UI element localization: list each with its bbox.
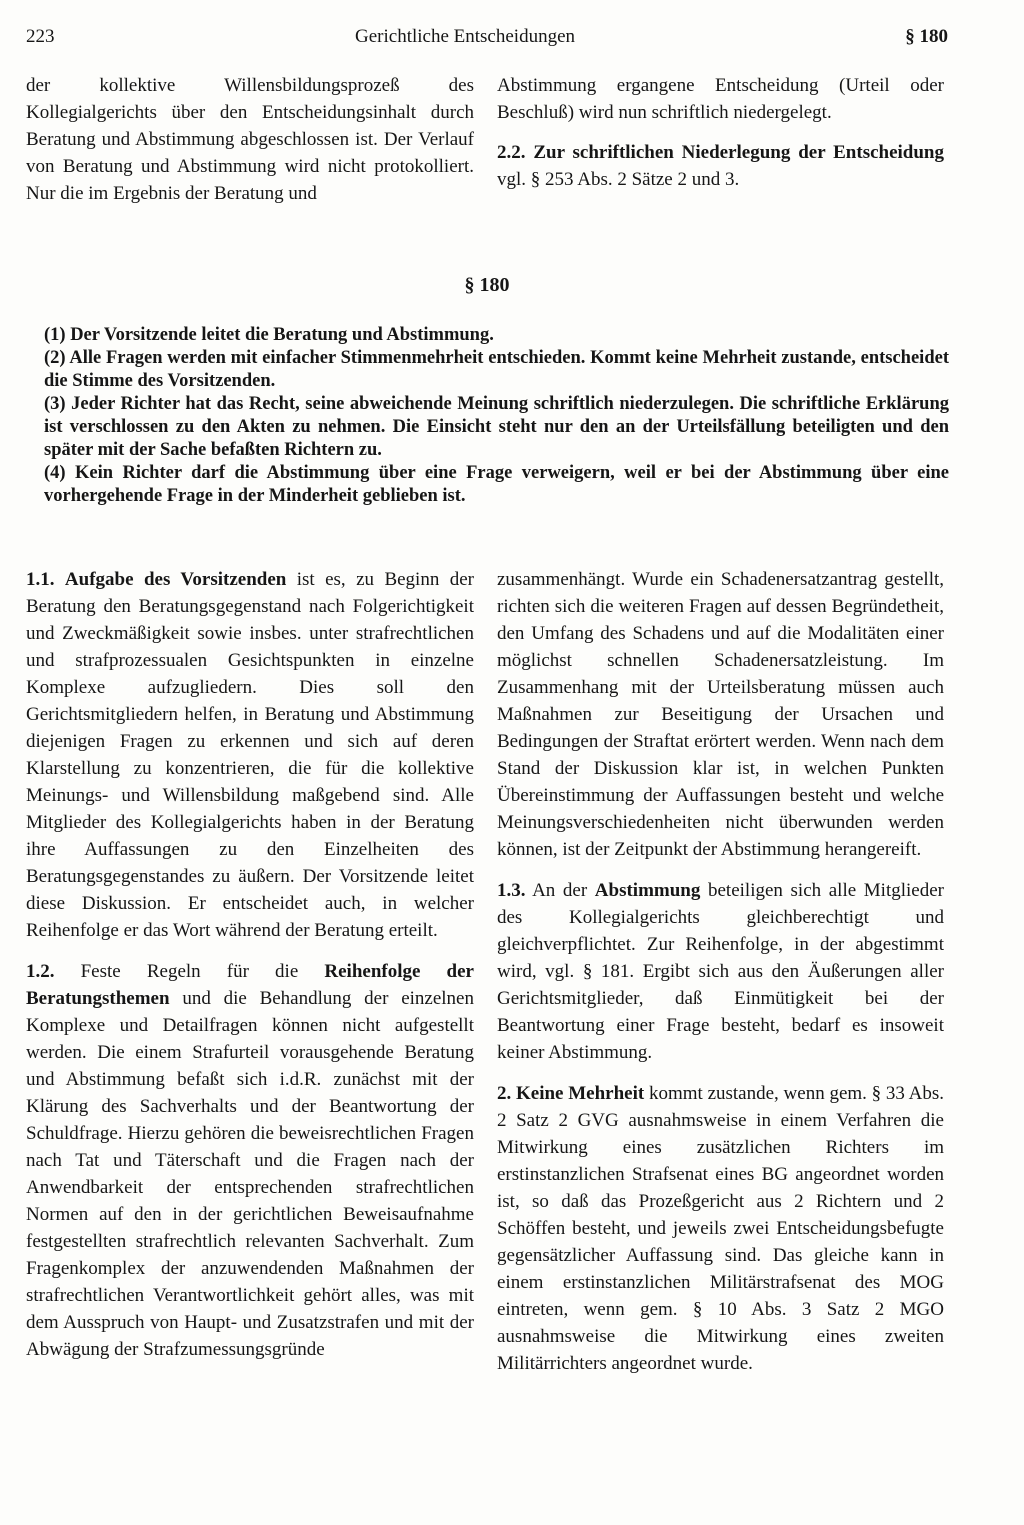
commentary-right-column	[497, 566, 944, 1377]
paragraph-body: beteiligen sich alle Mitglieder des Kollegialgerichts gleichberechtigt und gleichverpflichtet. Zur Reihenfolge, in der abgestimmt wird, vgl. § 181. Ergibt sich aus den Äußerungen aller Gerichtsmitglieder, daß Einmütigkeit bei der Beantwortung einer Frage besteht, bedarf es insoweit keiner Abstimmung.	[497, 880, 944, 1063]
carryover-paragraph-end: Abstimmung ergangene Entscheidung (Urteil oder Beschluß) wird nun schriftlich niedergelegt.	[497, 75, 944, 123]
paragraph-number: 1.3.	[497, 880, 526, 901]
commentary-1-2	[26, 958, 474, 1363]
running-header-title: Gerichtliche Entscheidungen	[355, 26, 576, 47]
statute-paragraph-2: (2) Alle Fragen werden mit einfacher Stimmenmehrheit entschieden. Kommt keine Mehrheit zustande, entscheidet die Stimme des Vorsitzenden.	[44, 348, 949, 391]
running-header-section: § 180	[905, 26, 948, 47]
page-number: 223	[26, 26, 55, 47]
top-right-column	[497, 72, 944, 193]
note-number: 2.2.	[497, 142, 526, 163]
statute-text	[44, 324, 949, 508]
carryover-paragraph: der kollektive Willensbildungsprozeß des Kollegialgerichts über den Entscheidungsinhalt durch Beratung und Abstimmung abgeschlossen ist. Der Verlauf von Beratung und Abstimmung wird nicht protokolliert. Nur die im Ergebnis der Beratung und	[26, 75, 474, 204]
note-2-2	[497, 139, 944, 193]
paragraph-keyword: 2. Keine Mehrheit	[497, 1083, 645, 1104]
commentary-1-3	[497, 877, 944, 1066]
commentary-2	[497, 1080, 944, 1377]
note-heading: Zur schriftlichen Niederlegung der Entscheidung	[533, 142, 945, 163]
statute-section-title: § 180	[464, 274, 510, 296]
paragraph-number: 1.2.	[26, 961, 55, 982]
commentary-1-1	[26, 566, 474, 944]
paragraph-keyword: Abstimmung	[594, 880, 701, 901]
paragraph-body: ist es, zu Beginn der Beratung den Beratungsgegenstand nach Folgerichtigkeit und Zweckmäßigkeit sowie insbes. unter strafrechtlichen und strafprozessualen Gesichtspunkten in einzelne Komplexe aufzugliedern. Dies soll den Gerichtsmitgliedern helfen, in Beratung und Abstimmung diejenigen Fragen zu erkennen und sich auf deren Klarstellung zu konzentrieren, die für die kollektive Meinungs- und Willensbildung maßgebend sind. Alle Mitglieder des Kollegialgerichts haben in der Beratung ihre Auffassungen zu den Einzelheiten des Beratungsgegenstandes zu äußern. Der Vorsitzende leitet diese Diskussion. Er entscheidet auch, in welcher Reihenfolge er das Wort während der Beratung erteilt.	[26, 569, 475, 941]
statute-paragraph-1: (1) Der Vorsitzende leitet die Beratung und Abstimmung.	[44, 325, 494, 345]
paragraph-lead: An der	[525, 880, 595, 901]
note-reference: vgl. § 253 Abs. 2 Sätze 2 und 3.	[497, 169, 740, 190]
statute-paragraph-4: (4) Kein Richter darf die Abstimmung über eine Frage verweigern, weil er bei der Abstimmung über eine vorhergehende Frage in der Minderheit geblieben ist.	[44, 463, 949, 506]
commentary-left-column	[26, 566, 474, 1363]
top-left-column	[26, 72, 474, 207]
paragraph-keyword: Aufgabe des Vorsitzenden	[64, 569, 287, 590]
paragraph-body: und die Behandlung der einzelnen Komplexe und Detailfragen können nicht aufgestellt werden. Die einem Strafurteil vorausgehende Beratung und Abstimmung befaßt sich i.d.R. zunächst mit der Klärung des Sachverhalts und der Beantwortung der Schuldfrage. Hierzu gehören die beweisrechtlichen Fragen nach Tat und Täterschaft und die Fragen nach der Anwendbarkeit der entsprechenden strafrechtlichen Normen auf den in der gerichtlichen Beweisaufnahme festgestellten strafrechtlich relevanten Sachverhalt. Zum Fragenkomplex der anzuwendenden Maßnahmen der strafrechtlichen Verantwortlichkeit gehört alles, was mit dem Ausspruch von Haupt- und Zusatzstrafen und mit der Abwägung der Strafzumessungsgründe	[26, 988, 474, 1360]
paragraph-keyword: Reihenfolge der Beratungsthemen	[26, 961, 474, 1009]
statute-paragraph-3: (3) Jeder Richter hat das Recht, seine abweichende Meinung schriftlich niederzulegen. Die schriftliche Erklärung ist verschlossen zu den Akten zu nehmen. Die Einsicht steht nur den an der Urteilsfällung beteiligten und den später mit der Sache befaßten Richtern zu.	[44, 394, 949, 460]
paragraph-body: kommt zustande, wenn gem. § 33 Abs. 2 Satz 2 GVG ausnahmsweise in einem Verfahren die Mitwirkung eines zusätzlichen Richters im erstinstanzlichen Strafsenat eines BG angeordnet worden ist, so daß das Prozeßgericht aus 2 Richtern und 2 Schöffen besteht, und jeweils zwei Entscheidungsbefugte gegensätzlicher Auffassung sind. Das gleiche kann in einem erstinstanzlichen Militärstrafsenat des MOG eintreten, wenn gem. § 10 Abs. 3 Satz 2 MGO ausnahmsweise die Mitwirkung eines zweiten Militärrichters angeordnet wurde.	[497, 1083, 945, 1374]
paragraph-number: 1.1.	[26, 569, 55, 590]
paragraph-lead: Feste Regeln für die	[54, 961, 325, 982]
commentary-1-2-continued: zusammenhängt. Wurde ein Schadenersatzantrag gestellt, richten sich die weiteren Fragen auf dessen Begründetheit, den Umfang des Schadens und auf die Modalitäten einer möglichst schnellen Schadenersatzleistung. Im Zusammenhang mit der Urteilsberatung müssen auch Maßnahmen zur Beseitigung der Ursachen und Bedingungen der Straftat erörtert werden. Wenn nach dem Stand der Diskussion klar ist, in welchen Punkten Übereinstimmung der Auffassungen besteht und welche Meinungsverschiedenheiten nicht überwunden werden können, ist der Zeitpunkt der Abstimmung herangereift.	[497, 569, 944, 860]
